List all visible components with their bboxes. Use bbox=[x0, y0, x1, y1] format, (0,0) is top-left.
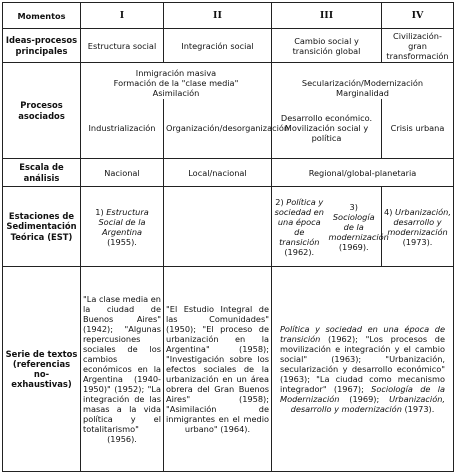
table-frame bbox=[2, 2, 453, 471]
ideas-cell-II: Integración social bbox=[164, 29, 272, 63]
procesos-clase-media: Formación de la "clase media" bbox=[113, 77, 239, 88]
row-est bbox=[3, 187, 454, 267]
procesos-cell-IV: Crisis urbana bbox=[382, 99, 454, 159]
procesos-marginalidad: Marginalidad bbox=[336, 87, 389, 98]
est-III-a-prefix: 2) bbox=[275, 196, 287, 207]
header-col-II: II bbox=[164, 3, 272, 29]
serie-cell-III-IV bbox=[272, 267, 454, 472]
row-label-escala: Escala de análisis bbox=[3, 159, 81, 187]
procesos-asimilacion: Asimilación bbox=[152, 87, 200, 98]
row-ideas bbox=[3, 29, 454, 63]
serie-III-IV-c: Sociología de la Modernización bbox=[280, 384, 445, 404]
est-cell-I bbox=[81, 187, 164, 267]
serie-III-IV-a: Política y sociedad en una época de transición bbox=[280, 324, 445, 344]
est-I-prefix: 1) bbox=[95, 206, 107, 217]
header-col-III: III bbox=[272, 3, 382, 29]
row-escala bbox=[3, 159, 454, 187]
row-label-procesos: Procesos asociados bbox=[3, 63, 81, 159]
est-III-a-year: (1962). bbox=[284, 246, 315, 257]
procesos-cell-III: Desarrollo económico. Movilización social y política bbox=[272, 99, 382, 159]
est-cell-II bbox=[164, 187, 272, 267]
header-momentos: Momentos bbox=[3, 3, 81, 29]
procesos-span-I-II bbox=[81, 63, 272, 99]
est-IV-title: Urbanización, desarrollo y modernización bbox=[387, 206, 451, 237]
ideas-cell-IV: Civilización-gran transformación bbox=[382, 29, 454, 63]
procesos-span-III-IV bbox=[272, 63, 454, 99]
serie-III-IV-d: (1969); bbox=[339, 394, 390, 404]
ideas-cell-III: Cambio social y transición global bbox=[272, 29, 382, 63]
est-IV-year: (1973). bbox=[402, 236, 433, 247]
escala-cell-III-IV: Regional/global-planetaria bbox=[272, 159, 454, 187]
est-III-a-title: Política y sociedad en una época de transición bbox=[274, 196, 324, 247]
row-procesos-top bbox=[3, 63, 454, 99]
est-III-b bbox=[327, 187, 389, 266]
procesos-secularizacion: Secularización/Modernización bbox=[301, 77, 424, 88]
serie-cell-II: "El Estudio Integral de las Comunidades" (1950); "El proceso de urbanización en la Argentina" (1958); "Investigación sobre los efectos sociales de la urbanización en un área obrera del Gran Buenos Aires" (1958); "Asimilación de inmigrantes en el medio urbano" (1964). bbox=[164, 267, 272, 472]
procesos-inmigracion: Inmigración masiva bbox=[135, 67, 217, 78]
est-cell-III bbox=[272, 187, 389, 267]
procesos-cell-II: Organización/desorganización bbox=[164, 99, 272, 159]
procesos-cell-I: Industrialización bbox=[81, 99, 164, 159]
est-III-b-year: (1969). bbox=[338, 241, 369, 252]
serie-III-IV-f: (1973). bbox=[401, 404, 435, 414]
escala-cell-II: Local/nacional bbox=[164, 159, 272, 187]
header-col-IV: IV bbox=[382, 3, 454, 29]
est-III-split bbox=[272, 187, 389, 266]
est-cell-IV bbox=[382, 187, 454, 267]
est-I-title: Estructura Social de la Argentina bbox=[98, 206, 149, 237]
est-III-b-prefix: 3) bbox=[349, 201, 358, 212]
est-I-year: (1955). bbox=[107, 236, 137, 247]
escala-cell-I: Nacional bbox=[81, 159, 164, 187]
est-III-b-title: Sociología de la modernización bbox=[328, 211, 389, 242]
row-label-serie: Serie de textos (referencias no-exhaustivas) bbox=[3, 267, 81, 472]
est-IV-prefix: 4) bbox=[384, 206, 396, 217]
row-serie bbox=[3, 267, 454, 472]
ideas-cell-I: Estructura social bbox=[81, 29, 164, 63]
serie-III-IV-b: (1962); "Los procesos de movilización e integración y el cambio social" (1963); "Urbanización, secularización y desarrollo económico" (1963); "La ciudad como mecanismo integrador" (1967); bbox=[280, 334, 445, 394]
serie-cell-I: "La clase media en la ciudad de Buenos Aires" (1942); "Algunas repercusiones sociales de los cambios económicos en la Argentina (1940-1950)" (1952); "La integración de las masas a la vida política y el totalitarismo" (1956). bbox=[81, 267, 164, 472]
header-row bbox=[3, 3, 454, 29]
est-III-a bbox=[272, 187, 327, 266]
row-label-ideas: Ideas-procesos principales bbox=[3, 29, 81, 63]
momentos-table bbox=[2, 2, 454, 472]
row-label-est: Estaciones de Sedimentación Teórica (EST) bbox=[3, 187, 81, 267]
header-col-I: I bbox=[81, 3, 164, 29]
serie-III-IV-e: Urbanización, desarrollo y modernización bbox=[290, 394, 445, 414]
